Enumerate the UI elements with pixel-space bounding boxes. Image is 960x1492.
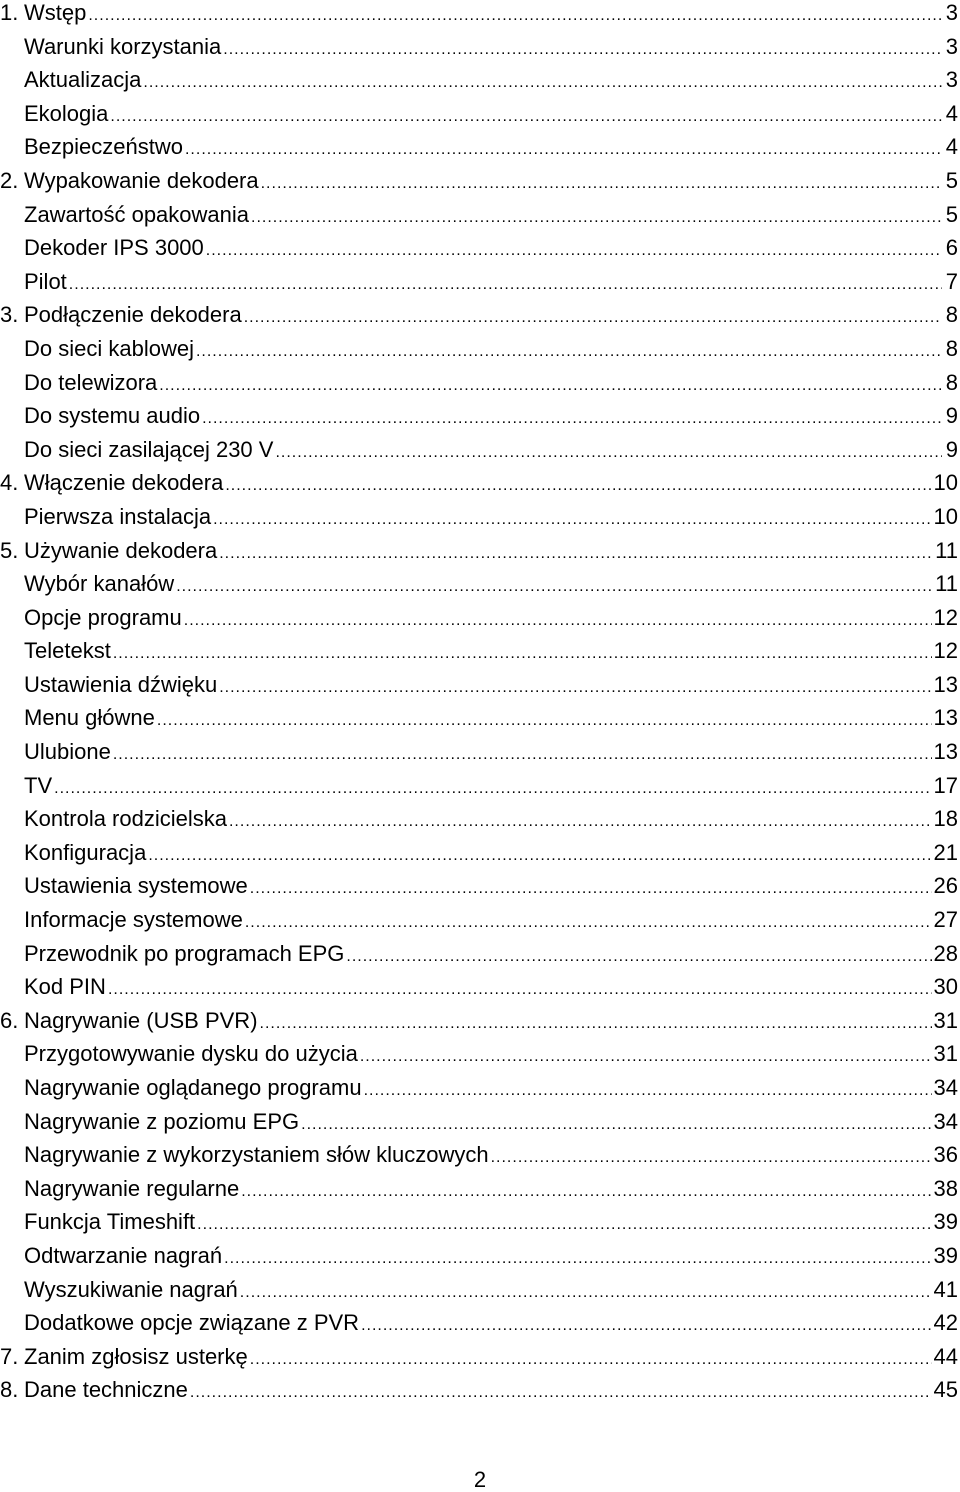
toc-dot-leader	[110, 105, 942, 129]
toc-entry-label: Warunki korzystania	[24, 33, 222, 59]
toc-entry-label: Informacje systemowe	[24, 907, 243, 933]
toc-dot-leader	[108, 978, 932, 1002]
toc-dot-leader	[202, 407, 942, 431]
toc-entry[interactable]	[0, 975, 960, 1009]
toc-entry-page: 8	[945, 335, 958, 361]
toc-entry-label: Do systemu audio	[24, 403, 201, 429]
toc-entry[interactable]	[0, 337, 960, 371]
toc-entry[interactable]	[0, 774, 960, 808]
toc-entry-label: Nagrywanie (USB PVR)	[24, 1007, 258, 1033]
toc-dot-leader	[250, 877, 932, 901]
toc-entry[interactable]	[0, 1110, 960, 1144]
toc-entry[interactable]	[0, 35, 960, 69]
toc-entry[interactable]	[0, 1009, 960, 1043]
toc-entry-page: 8	[945, 369, 958, 395]
toc-entry-number: 2.	[0, 167, 19, 193]
toc-dot-leader	[185, 138, 942, 162]
toc-entry-page: 26	[933, 873, 958, 899]
toc-entry[interactable]	[0, 841, 960, 875]
toc-dot-leader	[159, 374, 942, 398]
toc-entry[interactable]	[0, 807, 960, 841]
toc-entry-label: Dekoder IPS 3000	[24, 235, 204, 261]
toc-entry-page: 3	[945, 67, 958, 93]
toc-entry-page: 6	[945, 235, 958, 261]
toc-entry-page: 21	[933, 839, 958, 865]
toc-entry-label: Zawartość opakowania	[24, 201, 250, 227]
toc-entry-page: 18	[933, 806, 958, 832]
toc-entry[interactable]	[0, 505, 960, 539]
toc-entry-page: 4	[945, 100, 958, 126]
toc-entry[interactable]	[0, 572, 960, 606]
toc-entry-label: Do telewizora	[24, 369, 158, 395]
toc-entry[interactable]	[0, 1076, 960, 1110]
toc-entry-number: 6.	[0, 1007, 19, 1033]
toc-entry-label: Funkcja Timeshift	[24, 1209, 196, 1235]
toc-entry[interactable]	[0, 303, 960, 337]
toc-entry[interactable]	[0, 942, 960, 976]
toc-entry-page: 9	[945, 403, 958, 429]
toc-entry-page: 31	[933, 1007, 958, 1033]
toc-dot-leader	[240, 1281, 932, 1305]
toc-dot-leader	[275, 441, 942, 465]
toc-entry-page: 39	[933, 1209, 958, 1235]
toc-entry-label: Aktualizacja	[24, 67, 142, 93]
toc-entry[interactable]	[0, 1177, 960, 1211]
toc-entry-label: Przewodnik po programach EPG	[24, 940, 345, 966]
toc-entry-page: 3	[945, 0, 958, 25]
toc-entry-label: Przygotowywanie dysku do użycia	[24, 1041, 358, 1067]
toc-entry-page: 11	[935, 537, 958, 563]
toc-entry-label: Ustawienia systemowe	[24, 873, 248, 899]
toc-entry-label: Wyszukiwanie nagrań	[24, 1276, 238, 1302]
toc-entry[interactable]	[0, 203, 960, 237]
toc-entry-label: Do sieci zasilającej 230 V	[24, 436, 274, 462]
toc-entry-label: Nagrywanie oglądanego programu	[24, 1075, 362, 1100]
toc-dot-leader	[157, 709, 932, 733]
toc-entry-label: Opcje programu	[24, 604, 182, 630]
toc-entry[interactable]	[0, 135, 960, 169]
toc-entry-page: 28	[933, 940, 958, 966]
toc-entry-page: 34	[933, 1075, 958, 1100]
toc-dot-leader	[88, 4, 942, 28]
toc-entry-page: 45	[933, 1377, 958, 1403]
toc-entry[interactable]	[0, 1311, 960, 1345]
toc-entry[interactable]	[0, 740, 960, 774]
toc-entry-page: 27	[933, 907, 958, 933]
toc-entry-page: 13	[933, 739, 958, 765]
toc-dot-leader	[301, 1113, 931, 1137]
toc-entry-page: 13	[933, 671, 958, 697]
toc-entry-label: Konfiguracja	[24, 839, 147, 865]
toc-entry-label: Kontrola rodzicielska	[24, 806, 227, 832]
toc-dot-leader	[346, 945, 931, 969]
toc-entry-page: 44	[933, 1343, 958, 1369]
toc-dot-leader	[261, 172, 942, 196]
toc-entry-page: 4	[945, 134, 958, 160]
toc-dot-leader	[244, 306, 942, 330]
toc-entry-label: Wstęp	[24, 0, 87, 25]
toc-entry-page: 17	[933, 772, 958, 798]
toc-dot-leader	[190, 1381, 932, 1405]
toc-dot-leader	[196, 340, 942, 364]
toc-entry-label: Zanim zgłosisz usterkę	[24, 1343, 248, 1369]
toc-dot-leader	[54, 777, 931, 801]
toc-entry-number: 7.	[0, 1343, 19, 1369]
toc-entry-page: 7	[945, 268, 958, 294]
toc-entry-page: 10	[933, 503, 958, 529]
toc-entry-page: 12	[933, 604, 958, 630]
toc-dot-leader	[148, 844, 931, 868]
toc-entry-label: Do sieci kablowej	[24, 335, 194, 361]
toc-dot-leader	[364, 1079, 932, 1103]
toc-entry-label: Ekologia	[24, 100, 109, 126]
toc-entry-label: Dane techniczne	[24, 1377, 188, 1403]
toc-dot-leader	[245, 911, 932, 935]
toc-dot-leader	[113, 743, 932, 767]
toc-dot-leader	[223, 38, 942, 62]
toc-entry[interactable]	[0, 874, 960, 908]
toc-entry-label: Podłączenie dekodera	[24, 302, 242, 328]
toc-dot-leader	[219, 542, 933, 566]
toc-entry[interactable]	[0, 539, 960, 573]
toc-entry-label: Nagrywanie regularne	[24, 1175, 240, 1201]
toc-entry-page: 31	[933, 1041, 958, 1067]
toc-dot-leader	[113, 642, 932, 666]
toc-entry-label: Używanie dekodera	[24, 537, 218, 563]
toc-entry[interactable]	[0, 68, 960, 102]
page-number: 2	[473, 1467, 487, 1492]
toc-dot-leader	[229, 810, 932, 834]
toc-dot-leader	[360, 1045, 932, 1069]
toc-dot-leader	[197, 1213, 931, 1237]
toc-entry-page: 42	[933, 1310, 958, 1336]
toc-entry-page: 10	[933, 470, 958, 496]
toc-dot-leader	[143, 71, 942, 95]
toc-entry-page: 41	[933, 1276, 958, 1302]
toc-entry-label: Ustawienia dźwięku	[24, 671, 218, 697]
toc-dot-leader	[224, 1247, 931, 1271]
toc-entry[interactable]	[0, 438, 960, 472]
toc-dot-leader	[361, 1314, 931, 1338]
toc-entry[interactable]	[0, 236, 960, 270]
toc-entry[interactable]	[0, 471, 960, 505]
toc-entry-label: Bezpieczeństwo	[24, 134, 183, 160]
toc-entry-number: 1.	[0, 0, 19, 25]
toc-entry-page: 39	[933, 1242, 958, 1268]
toc-entry-label: Włączenie dekodera	[24, 470, 224, 496]
toc-dot-leader	[206, 239, 942, 263]
toc-entry-label: Ulubione	[24, 739, 111, 765]
toc-entry-label: Nagrywanie z wykorzystaniem słów kluczowych	[24, 1142, 489, 1168]
toc-entry-label: Menu główne	[24, 705, 155, 731]
toc-entry-label: TV	[24, 772, 53, 798]
toc-entry-page: 34	[933, 1108, 958, 1134]
toc-entry-label: Wypakowanie dekodera	[24, 167, 259, 193]
toc-entry[interactable]	[0, 1, 960, 35]
toc-entry-page: 5	[945, 167, 958, 193]
toc-dot-leader	[184, 609, 932, 633]
toc-entry[interactable]	[0, 371, 960, 405]
toc-entry-page: 3	[945, 33, 958, 59]
toc-entry-page: 38	[933, 1175, 958, 1201]
toc-entry-page: 13	[933, 705, 958, 731]
toc-entry-label: Pilot	[24, 268, 67, 294]
toc-entry[interactable]	[0, 1210, 960, 1244]
toc-entry-label: Odtwarzanie nagrań	[24, 1242, 223, 1268]
toc-entry-label: Dodatkowe opcje związane z PVR	[24, 1310, 360, 1336]
toc-entry-page: 11	[935, 571, 958, 597]
toc-entry-page: 8	[945, 302, 958, 328]
toc-dot-leader	[219, 676, 931, 700]
toc-entry-page: 12	[933, 638, 958, 664]
toc-entry[interactable]	[0, 606, 960, 640]
toc-dot-leader	[250, 1348, 932, 1372]
toc-dot-leader	[176, 575, 933, 599]
toc-dot-leader	[241, 1180, 931, 1204]
toc-entry[interactable]	[0, 169, 960, 203]
toc-entry[interactable]	[0, 270, 960, 304]
toc-entry[interactable]	[0, 1345, 960, 1379]
toc-entry[interactable]	[0, 673, 960, 707]
toc-entry-label: Pierwsza instalacja	[24, 503, 212, 529]
toc-entry[interactable]	[0, 1378, 960, 1412]
toc-entry-number: 4.	[0, 470, 19, 496]
toc-dot-leader	[251, 206, 942, 230]
toc-entry-label: Kod PIN	[24, 974, 106, 1000]
toc-entry[interactable]	[0, 908, 960, 942]
toc-entry[interactable]	[0, 1042, 960, 1076]
toc-dot-leader	[225, 474, 931, 498]
toc-entry-label: Teletekst	[24, 638, 111, 664]
toc-entry-page: 9	[945, 436, 958, 462]
toc-dot-leader	[69, 273, 942, 297]
toc-entry-number: 3.	[0, 302, 19, 328]
toc-entry[interactable]	[0, 404, 960, 438]
toc-entry-label: Wybór kanałów	[24, 571, 175, 597]
toc-entry-number: 5.	[0, 537, 19, 563]
toc-entry[interactable]	[0, 102, 960, 136]
toc-entry[interactable]	[0, 706, 960, 740]
toc-entry[interactable]	[0, 1143, 960, 1177]
toc-entry-label: Nagrywanie z poziomu EPG	[24, 1108, 300, 1134]
toc-entry[interactable]	[0, 1278, 960, 1312]
toc-dot-leader	[213, 508, 931, 532]
toc-entry-page: 5	[945, 201, 958, 227]
toc-entry-page: 30	[933, 974, 958, 1000]
toc-entry[interactable]	[0, 639, 960, 673]
toc-entry-page: 36	[933, 1142, 958, 1168]
toc-entry[interactable]	[0, 1244, 960, 1278]
toc-entry-number: 8.	[0, 1377, 19, 1403]
toc-dot-leader	[260, 1012, 932, 1036]
toc-dot-leader	[491, 1146, 932, 1170]
